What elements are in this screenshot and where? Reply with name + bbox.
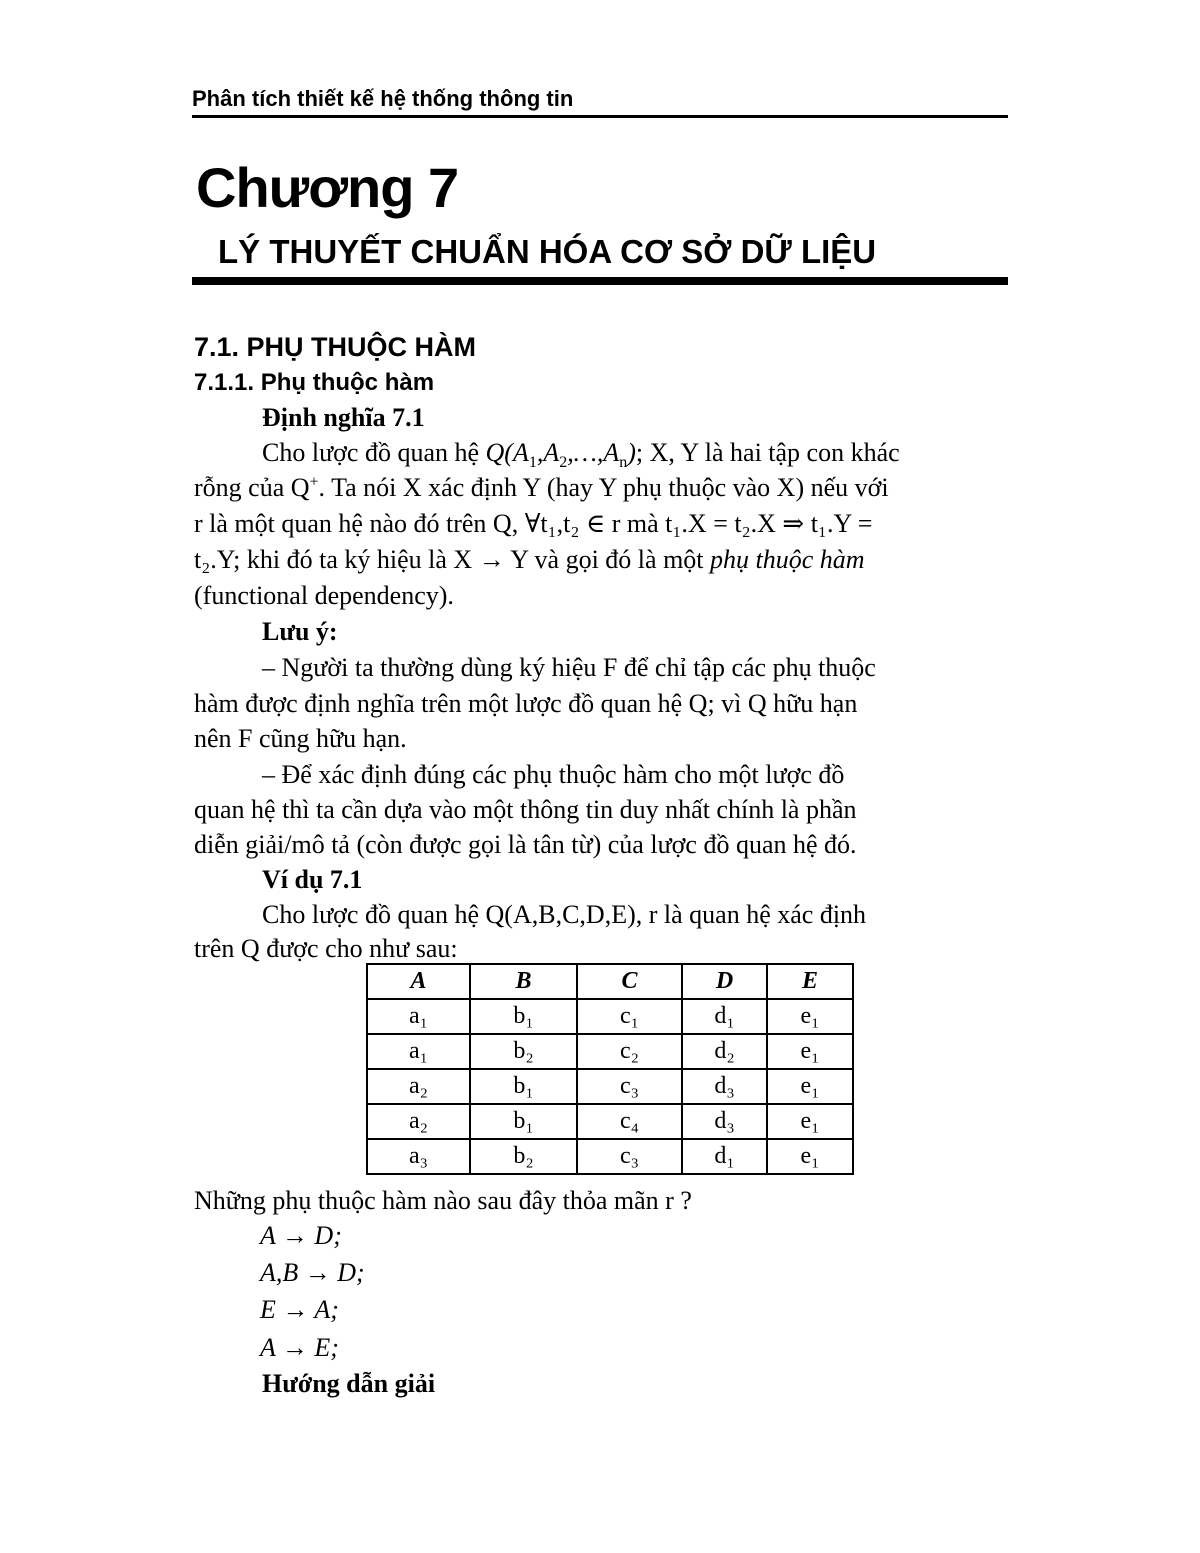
table-cell: b₁ [470,1104,577,1139]
table-cell: d₂ [682,1034,767,1069]
table-cell: b₂ [470,1034,577,1069]
column-header: E [767,964,853,999]
table-cell: d₃ [682,1104,767,1139]
definition-line-2b: . Ta nói X xác định Y (hay Y phụ thuộc vào X) nếu với [318,473,889,502]
table-row [367,1034,853,1069]
column-header: B [470,964,577,999]
note-bullet-1-line-2: hàm được định nghĩa trên một lược đồ quan hệ Q; vì Q hữu hạn [194,689,858,718]
table-header-row [367,964,853,999]
table-cell: a₂ [367,1104,470,1139]
table-cell: e₁ [767,1139,853,1174]
fd-item: A → D; [260,1221,342,1250]
table-cell: b₂ [470,1139,577,1174]
table-cell: c₁ [577,999,682,1034]
table-cell: c₃ [577,1139,682,1174]
sub-1: 1 [528,454,537,472]
functional-dependency-term: phụ thuộc hàm [710,545,865,574]
table-cell: e₁ [767,999,853,1034]
note-bullet-2-line-3: diễn giải/mô tả (còn được gọi là tân từ) của lược đồ quan hệ đó. [194,830,857,859]
sub-n: n [619,454,628,472]
column-header: D [682,964,767,999]
table-cell: c₄ [577,1104,682,1139]
chapter-rule [192,277,1008,285]
example-line-2: trên Q được cho như sau: [194,934,458,963]
relation-table [366,963,854,1175]
fd-item: A → E; [260,1333,339,1362]
fd-item: E → A; [260,1295,339,1324]
table-cell: e₁ [767,1104,853,1139]
table-cell: e₁ [767,1069,853,1104]
definition-line-4 [194,542,865,577]
table-cell: a₂ [367,1069,470,1104]
table-cell: a₁ [367,999,470,1034]
note-bullet-2-line-2: quan hệ thì ta cần dựa vào một thông tin duy nhất chính là phần [194,795,857,824]
table-cell: d₁ [682,1139,767,1174]
table-cell: d₃ [682,1069,767,1104]
section-heading: 7.1. PHỤ THUỘC HÀM [194,332,477,362]
definition-lead: Cho lược đồ quan hệ [262,438,486,467]
fd-item: A,B → D; [260,1258,365,1287]
note-bullet-1-line-3: nên F cũng hữu hạn. [194,724,407,753]
schema-close: ) [627,438,636,467]
table-cell: c₂ [577,1034,682,1069]
definition-label: Định nghĩa 7.1 [262,403,425,432]
note-label: Lưu ý: [262,617,338,646]
example-label: Ví dụ 7.1 [262,865,363,894]
definition-line-4a: t₂.Y; khi đó ta ký hiệu là X → Y và gọi đó là một [194,545,711,574]
table-cell: d₁ [682,999,767,1034]
definition-line-2a: rỗng của Q [194,473,310,502]
definition-line-3: r là một quan hệ nào đó trên Q, ∀t₁,t₂ ∈ r mà t₁.X = t₂.X ⇒ t₁.Y = [194,509,873,538]
note-bullet-2-line-1: – Để xác định đúng các phụ thuộc hàm cho một lược đồ [262,760,845,789]
subsection-heading: 7.1.1. Phụ thuộc hàm [194,369,435,396]
example-question: Những phụ thuộc hàm nào sau đây thỏa mãn r ? [194,1186,692,1215]
table-cell: a₁ [367,1034,470,1069]
sub-2: 2 [559,454,568,472]
schema-dots: ,…,A [567,438,620,467]
sup-plus: + [309,473,319,491]
table-row [367,1069,853,1104]
table-cell: a₃ [367,1139,470,1174]
chapter-title: LÝ THUYẾT CHUẨN HÓA CƠ SỞ DỮ LIỆU [218,233,877,270]
table-row [367,999,853,1034]
running-header: Phân tích thiết kế hệ thống thông tin [192,86,574,111]
definition-line-1 [262,435,900,470]
definition-line-2 [194,470,889,505]
chapter-number: Chương 7 [196,156,459,219]
column-header: C [577,964,682,999]
schema-q: Q(A [485,438,529,467]
table-cell: e₁ [767,1034,853,1069]
table-row [367,1139,853,1174]
table-cell: b₁ [470,999,577,1034]
note-bullet-1-line-1: – Người ta thường dùng ký hiệu F để chỉ tập các phụ thuộc [262,653,876,682]
solution-guide-heading: Hướng dẫn giải [262,1369,436,1398]
header-rule [192,115,1008,118]
table-cell: c₃ [577,1069,682,1104]
definition-rest: ; X, Y là hai tập con khác [635,438,900,467]
example-line-1: Cho lược đồ quan hệ Q(A,B,C,D,E), r là quan hệ xác định [262,900,867,929]
definition-line-5: (functional dependency). [194,581,454,610]
table-cell: b₁ [470,1069,577,1104]
column-header: A [367,964,470,999]
table-row [367,1104,853,1139]
schema-comma: ,A [536,438,560,467]
